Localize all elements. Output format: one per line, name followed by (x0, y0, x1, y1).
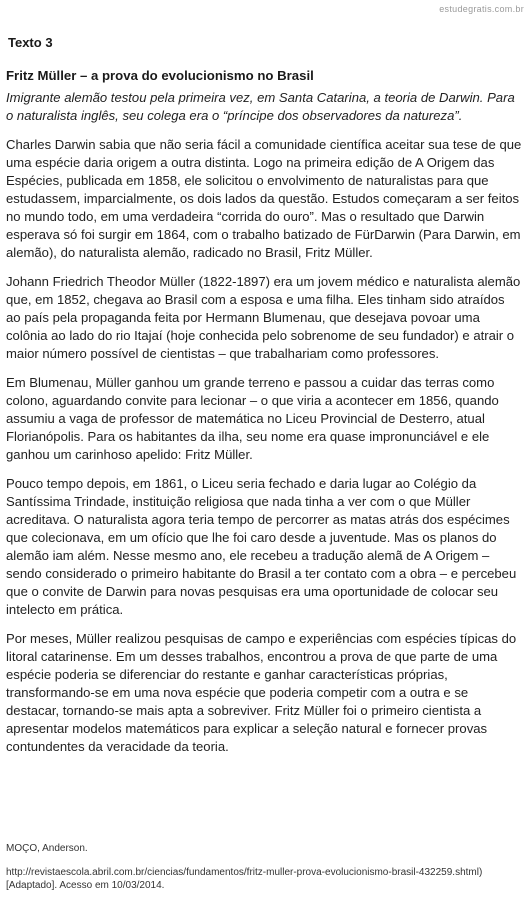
site-watermark: estudegratis.com.br (439, 4, 524, 14)
paragraph-4: Pouco tempo depois, em 1861, o Liceu seria fechado e daria lugar ao Colégio da Santíssima Trindade, instituição religiosa que nada tinha a ver com o que Müller acreditava. O naturalista agora teria tempo de percorrer as matas atrás dos espécimes que colecionava, em um ofício que lhe foi caro desde a juventude. Mas os planos do alemão iam além. Nesse mesmo ano, ele recebeu a tradução alemã de A Origem – sendo considerado o primeiro habitante do Brasil a ter contato com a obra – e percebeu que o convite de Darwin para novas pesquisas era uma oportunidade de colocar seu intelecto em prática. (6, 476, 517, 617)
article (6, 66, 522, 767)
paragraph-3: Em Blumenau, Müller ganhou um grande terreno e passou a cuidar das terras como colono, aguardando convite para lecionar – o que viria a acontecer em 1856, quando assumiu a vaga de professor de matemática no Liceu Provincial de Desterro, atual Florianópolis. Para os habitantes da ilha, seu nome era quase impronunciável e ele ganhou um carinhoso apelido: Fritz Müller. (6, 375, 499, 462)
paragraph-2: Johann Friedrich Theodor Müller (1822-1897) era um jovem médico e naturalista alemão que, em 1852, chegava ao Brasil com a esposa e uma filha. Eles tinham sido atraídos ao país pela propaganda feita por Hermann Blumenau, que desejava povoar uma colônia ao lado do rio Itajaí (hoje conhecida pelo sobrenome de seu fundador) e atrair o maior número possível de cientistas – que trabalhariam como professores. (6, 274, 521, 361)
paragraph-1: Charles Darwin sabia que não seria fácil a comunidade científica aceitar sua tese de que uma espécie daria origem a outra distinta. Logo na primeira edição de A Origem das Espécies, publicada em 1858, ele solicitou o envolvimento de naturalistas para que estudassem, imparcialmente, os dois lados da questão. Estudos começaram a ser feitos no mundo todo, em uma verdadeira “corrida do ouro”. Mas o resultado que Darwin esperava só foi surgir em 1864, com o trabalho batizado de FürDarwin (Para Darwin, em alemão), do naturalista alemão, radicado no Brasil, Fritz Müller. (6, 137, 522, 260)
text-label: Texto 3 (8, 35, 53, 50)
author-credit: MOÇO, Anderson. (6, 843, 88, 854)
article-lead: Imigrante alemão testou pela primeira vez, em Santa Catarina, a teoria de Darwin. Para o naturalista inglês, seu colega era o “príncipe dos observadores da natureza”. (6, 90, 515, 123)
paragraph-5: Por meses, Müller realizou pesquisas de campo e experiências com espécies típicas do litoral catarinense. Em um desses trabalhos, encontrou a prova de que parte de uma espécie poderia se diferenciar do restante e ganhar características próprias, transformando-se em uma nova espécie que poderia competir com a outra e se destacar, tornando-se mais apta a sobreviver. Fritz Müller foi o primeiro cientista a apresentar modelos matemáticos para explicar a seleção natural e fornecer provas contundentes da veracidade da teoria. (6, 631, 517, 754)
article-title: Fritz Müller – a prova do evolucionismo no Brasil (6, 68, 314, 83)
source-reference: http://revistaescola.abril.com.br/ciencias/fundamentos/fritz-muller-prova-evolucionismo-brasil-432259.shtml) [Adaptado]. Acesso em 10/03/2014. (6, 867, 483, 891)
